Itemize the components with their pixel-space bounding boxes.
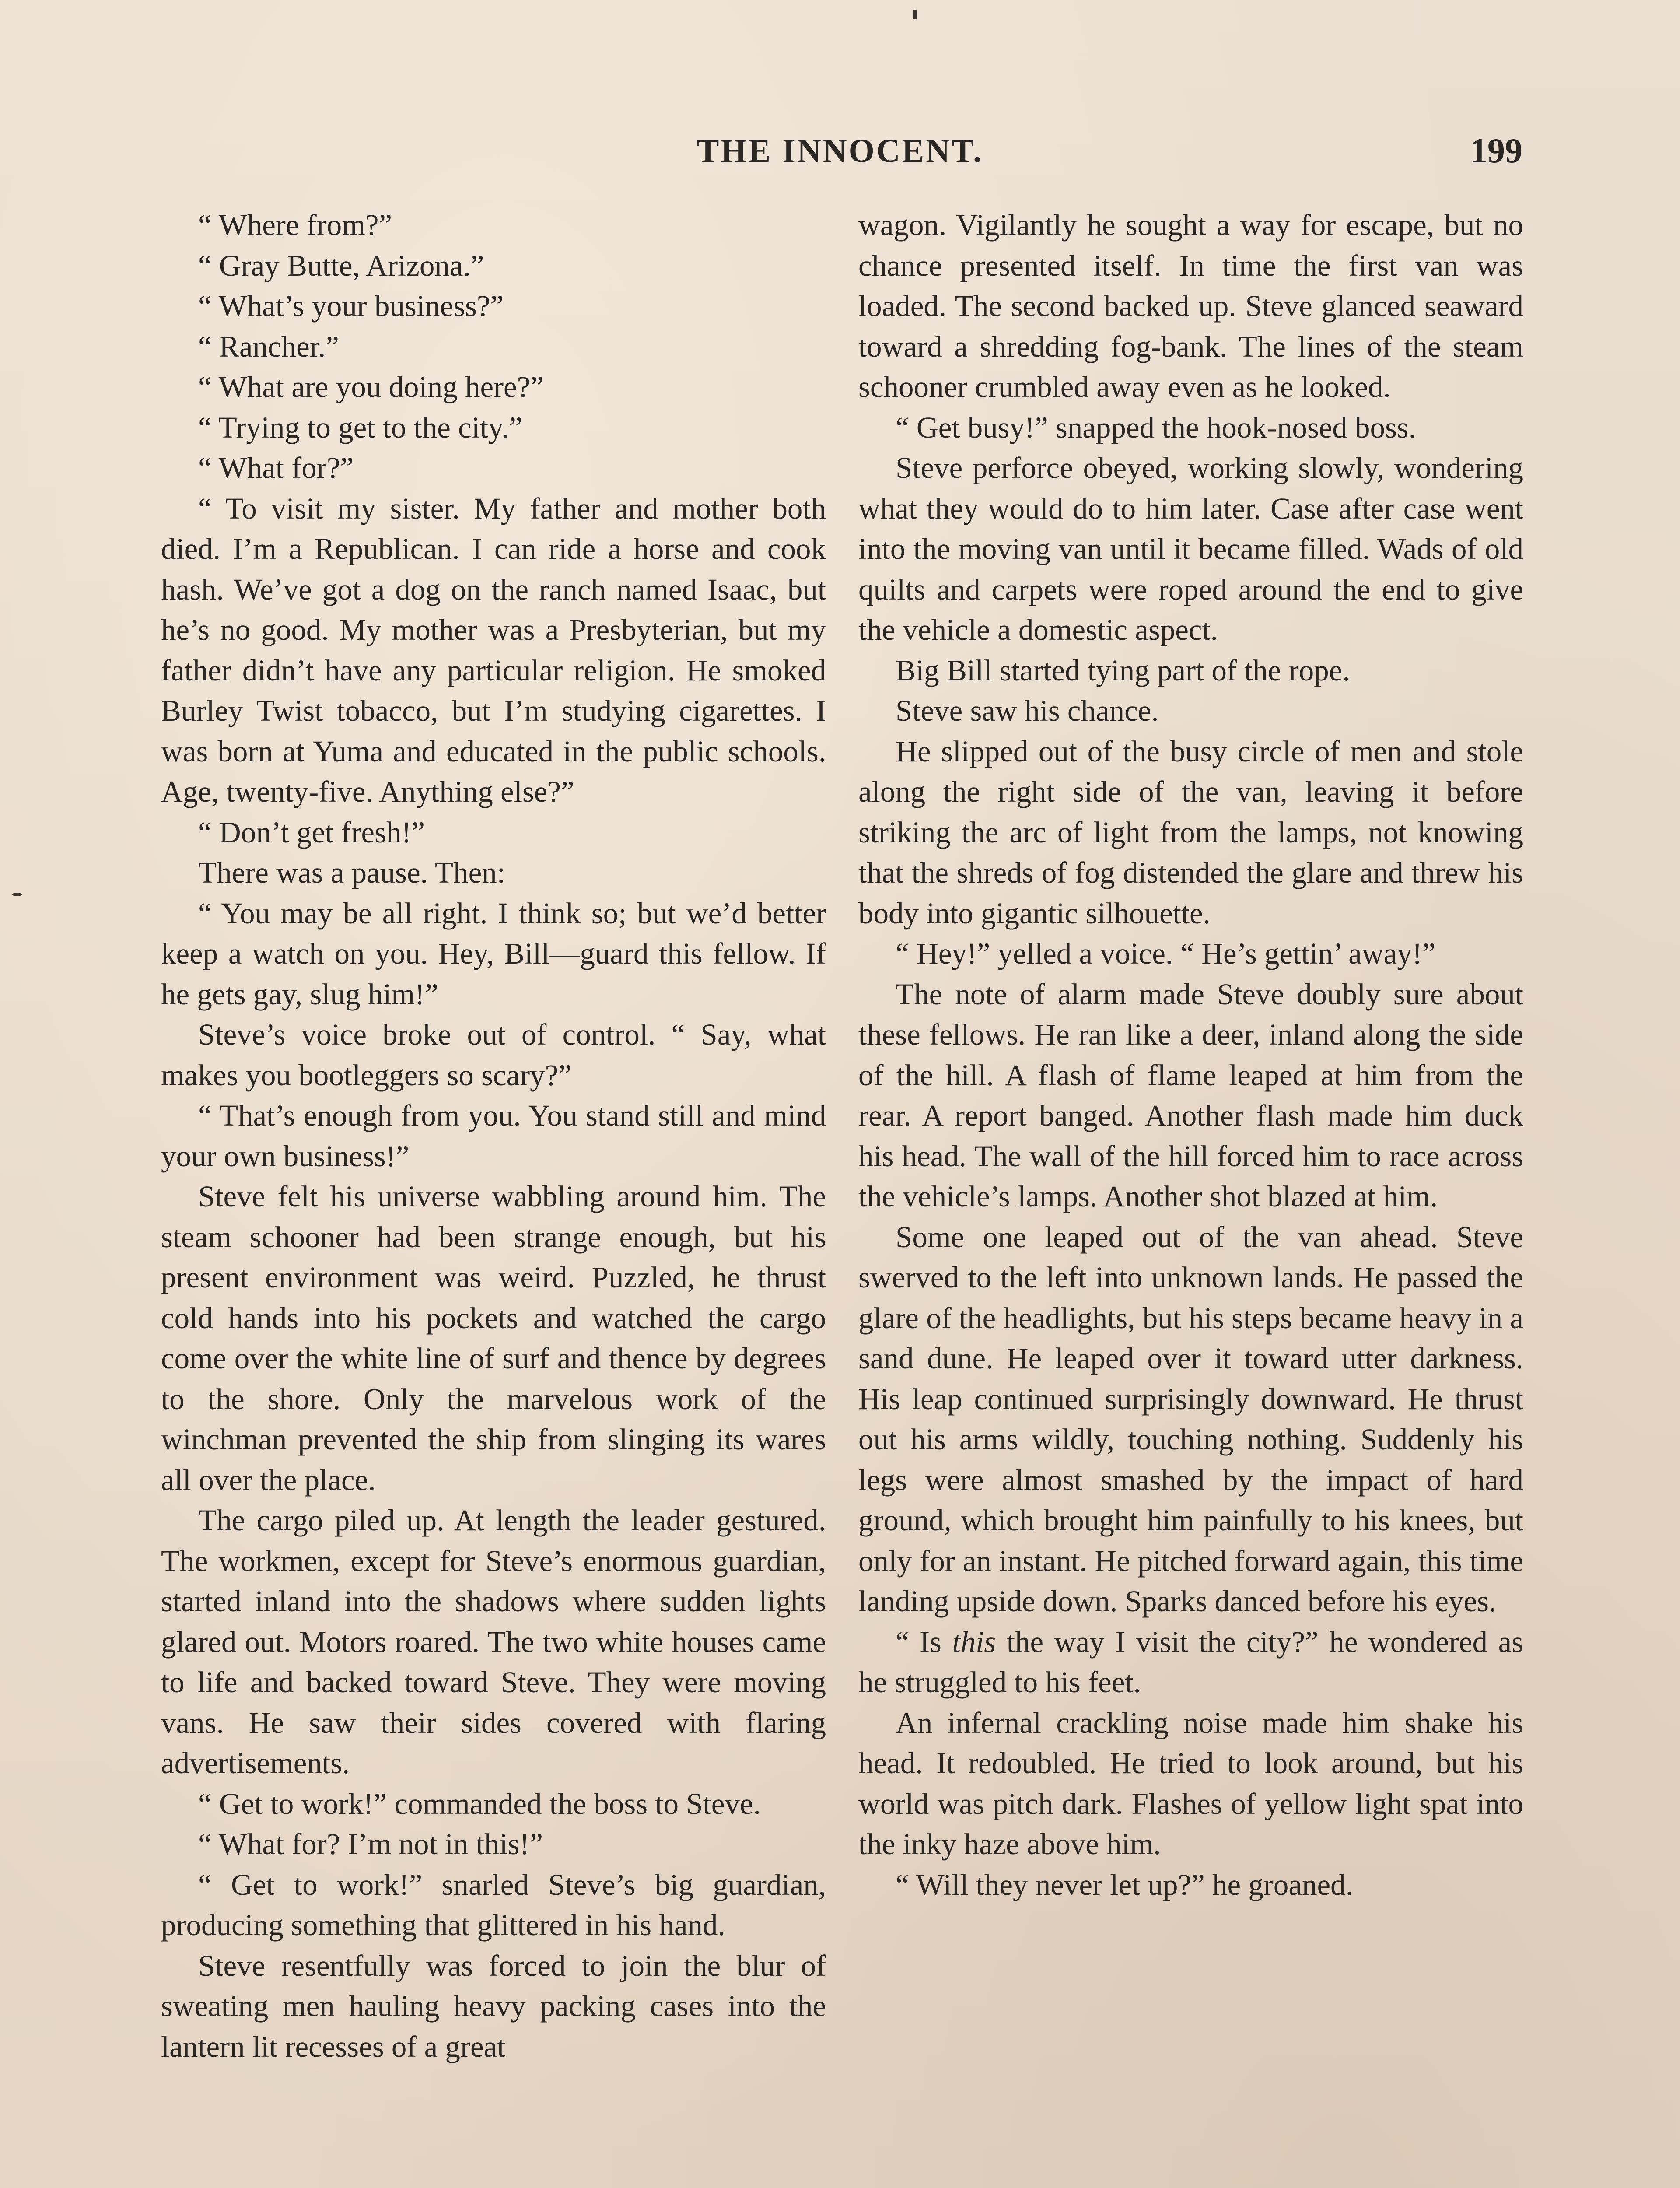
paragraph: “ Trying to get to the city.”	[198, 410, 523, 444]
paragraph: “ Gray Butte, Arizona.”	[198, 249, 484, 282]
paragraph: “ Will they never let up?” he groaned.	[896, 1868, 1353, 1901]
left-column	[161, 205, 826, 2067]
paragraph: Some one leaped out of the van ahead. Steve swerved to the left into unknown lands. He passed the glare of the headlights, but his steps became heavy in a sand dune. He leaped over it toward utter darkness. His leap continued surprisingly downward. He thrust out his arms wildly, touching nothing. Suddenly his legs were almost smashed by the impact of hard ground, which brought him painfully to his knees, but only for an instant. He pitched forward again, this time landing upside down. Sparks danced before his eyes.	[858, 1220, 1523, 1618]
paragraph: Steve’s voice broke out of control. “ Say, what makes you bootleggers so scary?”	[161, 1018, 826, 1092]
paragraph: “ That’s enough from you. You stand still and mind your own business!”	[161, 1099, 826, 1173]
paragraph: “ Get busy!” snapped the hook-nosed boss.	[896, 410, 1417, 444]
paragraph: “ What for? I’m not in this!”	[198, 1827, 543, 1861]
paragraph: Steve felt his universe wabbling around him. The steam schooner had been strange enough, but his present environment was weird. Puzzled, he thrust cold hands into his pockets and watched the cargo come over the white line of surf and thence by degrees to the shore. Only the marvelous work of the winchman prevented the ship from slinging its wares all over the place.	[161, 1180, 826, 1497]
paragraph: “ Don’t get fresh!”	[198, 815, 425, 849]
paragraph: Steve saw his chance.	[896, 694, 1159, 727]
paragraph: “ To visit my sister. My father and mother both died. I’m a Republican. I can ride a horse and cook hash. We’ve got a dog on the ranch named Isaac, but he’s no good. My mother was a Presbyterian, but my father didn’t have any particular religion. He smoked Burley Twist tobacco, but I’m studying cigarettes. I was born at Yuma and educated in the public schools. Age, twenty-five. Anything else?”	[161, 491, 826, 808]
paragraph: “ Get to work!” snarled Steve’s big guardian, producing something that glittered in his hand.	[161, 1868, 826, 1942]
paragraph: Big Bill started tying part of the rope.	[896, 653, 1350, 687]
paragraph: “ What are you doing here?”	[198, 370, 544, 403]
paragraph: Steve resentfully was forced to join the blur of sweating men hauling heavy packing cases into the lantern lit recesses of a great	[161, 1949, 826, 2063]
paragraph: There was a pause. Then:	[198, 856, 505, 889]
ink-speck	[913, 10, 917, 19]
paragraph: “ Rancher.”	[198, 330, 339, 363]
paragraph: The cargo piled up. At length the leader gestured. The workmen, except for Steve’s enormous guardian, started inland into the shadows where sudden lights glared out. Motors roared. The two white houses came to life and backed toward Steve. They were moving vans. He saw their sides covered with flaring advertisements.	[161, 1504, 826, 1780]
right-column	[858, 205, 1523, 1905]
paragraph: Steve perforce obeyed, working slowly, wondering what they would do to him later. Case after case went into the moving van until it became filled. Wads of old quilts and carpets were roped around the end to give the vehicle a domestic aspect.	[858, 451, 1523, 646]
page-number: 199	[1470, 132, 1522, 170]
paragraph: He slipped out of the busy circle of men and stole along the right side of the van, leaving it before striking the arc of light from the lamps, not knowing that the shreds of fog distended the glare and threw his body into gigantic silhouette.	[858, 734, 1523, 930]
running-head	[158, 127, 1522, 175]
paragraph: “ What for?”	[198, 451, 354, 484]
paragraph: “ Where from?”	[198, 208, 392, 242]
paragraph: “ What’s your business?”	[198, 289, 504, 323]
text-run: “ Is	[896, 1625, 952, 1659]
running-title: THE INNOCENT.	[696, 133, 984, 169]
text-run: the way I visit the city?” he wondered as he struggled to his feet.	[858, 1625, 1523, 1699]
paragraph	[858, 1622, 1523, 1703]
paragraph: “ You may be all right. I think so; but we’d better keep a watch on you. Hey, Bill—guard this fellow. If he gets gay, slug him!”	[161, 896, 826, 1011]
ink-speck	[12, 893, 22, 896]
paragraph: “ Get to work!” commanded the boss to Steve.	[198, 1787, 761, 1820]
paragraph: The note of alarm made Steve doubly sure about these fellows. He ran like a deer, inland along the side of the hill. A flash of flame leaped at him from the rear. A report banged. Another flash made him duck his head. The wall of the hill forced him to race across the vehicle’s lamps. Another shot blazed at him.	[858, 977, 1523, 1213]
paragraph: “ Hey!” yelled a voice. “ He’s gettin’ away!”	[896, 937, 1436, 970]
italic-text: this	[952, 1625, 996, 1659]
paragraph: An infernal crackling noise made him shake his head. It redoubled. He tried to look around, but his world was pitch dark. Flashes of yellow light spat into the inky haze above him.	[858, 1706, 1523, 1861]
paragraph-continuation: wagon. Vigilantly he sought a way for escape, but no chance presented itself. In time the first van was loaded. The second backed up. Steve glanced seaward toward a shredding fog-bank. The lines of the steam schooner crumbled away even as he looked.	[858, 208, 1523, 403]
